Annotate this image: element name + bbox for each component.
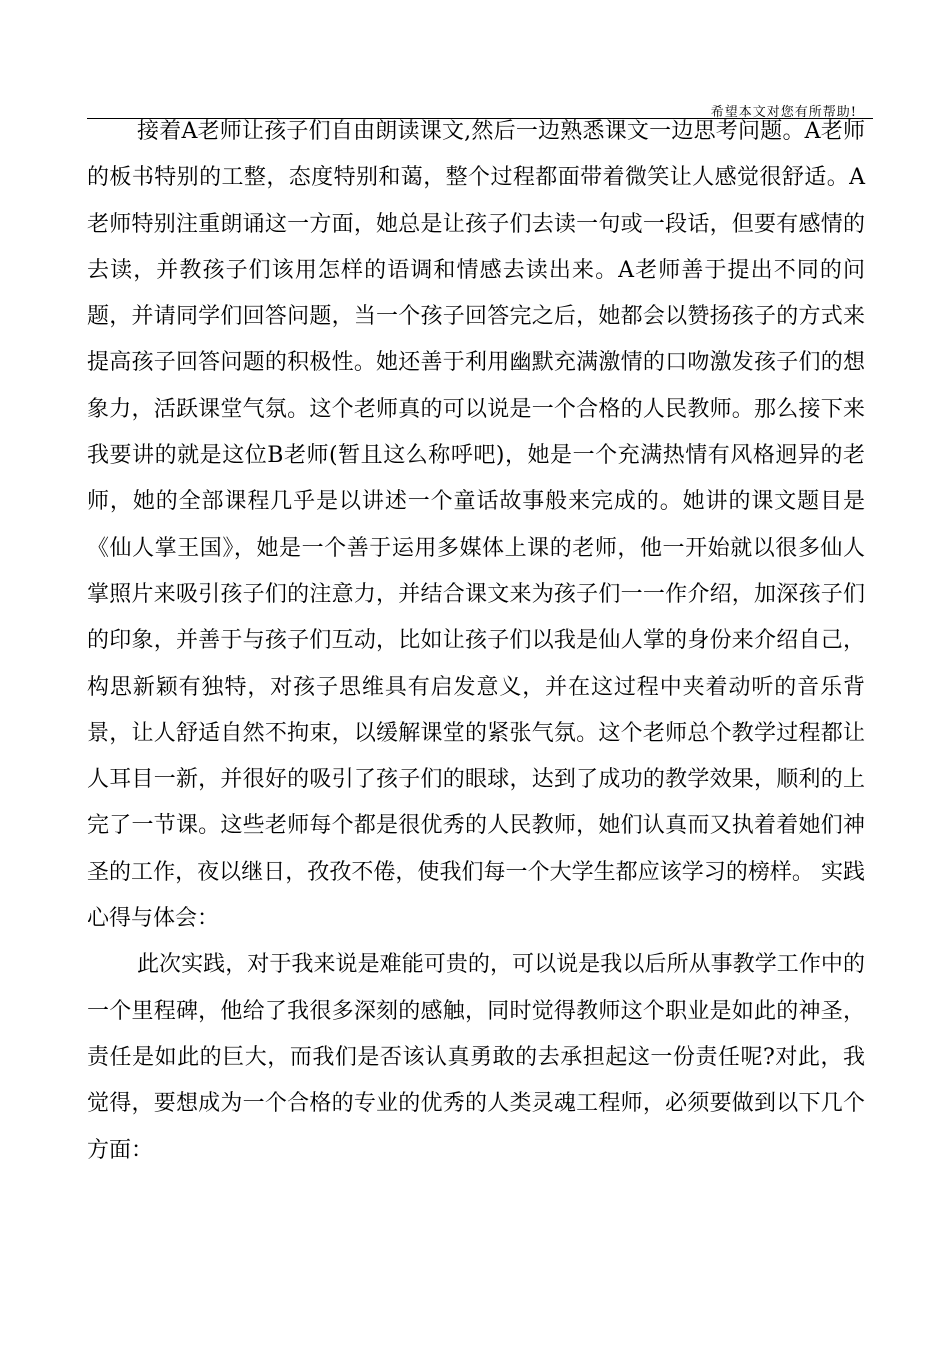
document-body [87,109,865,1174]
header-note: 希望本文对您有所帮助! [710,105,857,120]
paragraph-1: 接着A老师让孩子们自由朗读课文,然后一边熟悉课文一边思考问题。A老师的板书特别的工整，态度特别和蔼，整个过程都面带着微笑让人感觉很舒适。A老师特别注重朗诵这一方面，她总是让孩子们去读一句或一段话，但要有感情的去读，并教孩子们该用怎样的语调和情感去读出来。A老师善于提出不同的问题，并请同学们回答问题，当一个孩子回答完之后，她都会以赞扬孩子的方式来提高孩子回答问题的积极性。她还善于利用幽默充满激情的口吻激发孩子们的想象力，活跃课堂气氛。这个老师真的可以说是一个合格的人民教师。那么接下来我要讲的就是这位B老师(暂且这么称呼吧)，她是一个充满热情有风格迥异的老师，她的全部课程几乎是以讲述一个童话故事般来完成的。她讲的课文题目是《仙人掌王国》，她是一个善于运用多媒体上课的老师，他一开始就以很多仙人掌照片来吸引孩子们的注意力，并结合课文来为孩子们一一作介绍，加深孩子们的印象，并善于与孩子们互动，比如让孩子们以我是仙人掌的身份来介绍自己，构思新颖有独特，对孩子思维具有启发意义，并在这过程中夹着动听的音乐背景，让人舒适自然不拘束，以缓解课堂的紧张气氛。这个老师总个教学过程都让人耳目一新，并很好的吸引了孩子们的眼球，达到了成功的教学效果，顺利的上完了一节课。这些老师每个都是很优秀的人民教师，她们认真而又执着着她们神圣的工作，夜以继日，孜孜不倦，使我们每一个大学生都应该学习的榜样。 实践心得与体会： [87,119,865,932]
paragraph-2: 此次实践，对于我来说是难能可贵的，可以说是我以后所从事教学工作中的一个里程碑，他给了我很多深刻的感触，同时觉得教师这个职业是如此的神圣，责任是如此的巨大，而我们是否该认真勇敢的去承担起这一份责任呢?对此，我觉得，要想成为一个合格的专业的优秀的人类灵魂工程师，必须要做到以下几个方面： [87,952,865,1163]
